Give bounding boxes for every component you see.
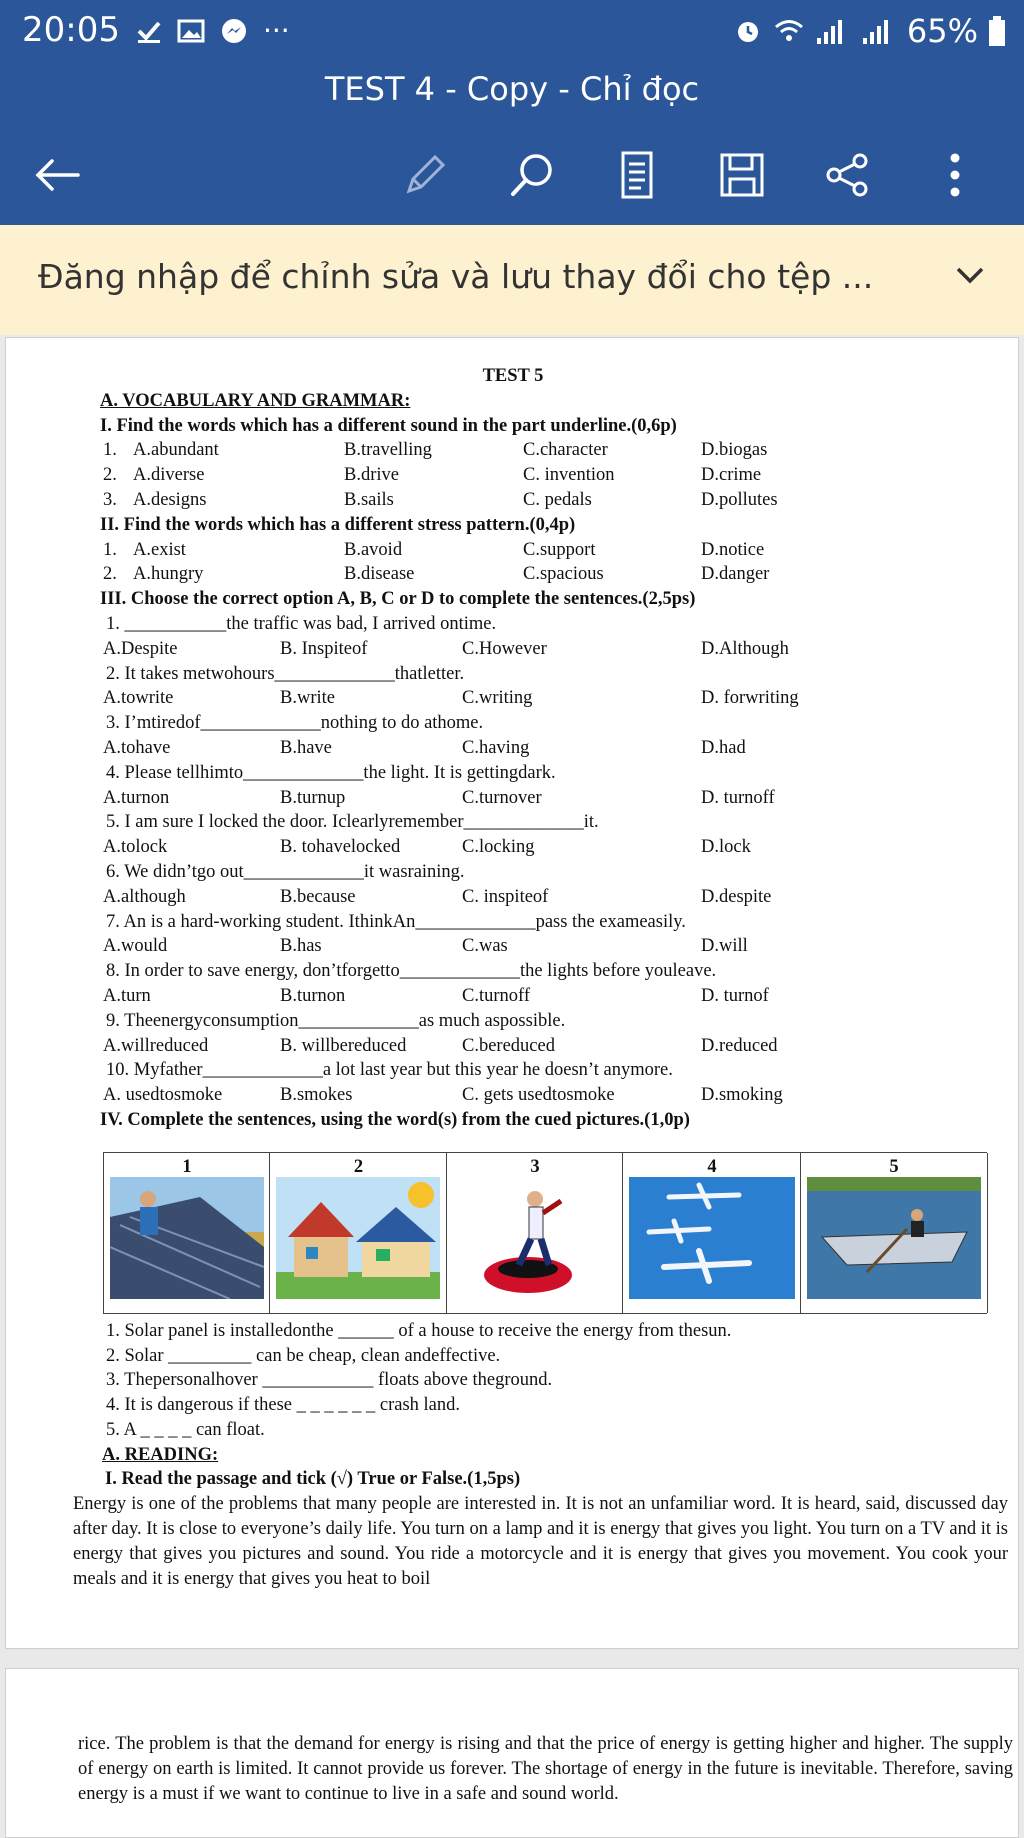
back-button[interactable] xyxy=(22,140,92,210)
answer-options xyxy=(6,686,1020,711)
reading-section-heading: A. READING: xyxy=(102,1444,219,1465)
question-text: 1. ___________the traffic was bad, I arrived ontime. xyxy=(106,613,497,634)
more-options-button[interactable] xyxy=(920,140,990,210)
answer-options-cell: B.because xyxy=(280,886,356,907)
answer-options-cell: C.bereduced xyxy=(462,1035,555,1056)
more-vertical-icon xyxy=(945,150,965,200)
answer-options-cell: D. turnof xyxy=(701,985,769,1006)
battery-percent: 65% xyxy=(906,12,978,50)
reading-passage-part-1: Energy is one of the problems that many people are interested in. It is not an unfamiliar word. It is heard, said, discussed day after day. It is close to everyone’s daily life. You turn on a lamp and it is energy that gives you light. You turn on a TV and it is energy that gives you pictures and sound. You ride a motorcycle and it is energy that gives you movement. You cook your meals and it is energy that gives you heat to boil xyxy=(73,1494,1008,1589)
document-page-2 xyxy=(5,1668,1019,1838)
part-ii-row-cell: 2. xyxy=(103,564,117,585)
chevron-down-icon[interactable] xyxy=(954,263,986,287)
gallery-icon xyxy=(177,17,205,45)
part-i-row-cell: B.drive xyxy=(344,465,399,486)
airplanes-image xyxy=(629,1177,795,1299)
answer-options xyxy=(6,637,1020,662)
cue-sentence: 4. It is dangerous if these _ _ _ _ _ _ crash land. xyxy=(106,1395,460,1416)
answer-options-cell: D. turnoff xyxy=(701,787,775,808)
save-icon xyxy=(718,151,766,199)
picture-cell-1: 1 xyxy=(103,1153,270,1313)
cue-sentence: 2. Solar _________ can be cheap, clean andeffective. xyxy=(106,1345,501,1366)
app-header xyxy=(0,60,1024,225)
answer-options-cell: B. willbereduced xyxy=(280,1035,407,1056)
part-i-row-cell: D.crime xyxy=(701,465,762,486)
picture-cell-2: 2 xyxy=(269,1153,447,1313)
part-ii-row-cell: C.support xyxy=(523,539,596,560)
more-notifications: ··· xyxy=(263,14,290,47)
answer-options-cell: B. tohavelocked xyxy=(280,837,401,858)
part-i-heading: I. Find the words which has a different sound in the part underline.(0,6p) xyxy=(100,415,677,436)
part-i-row-cell: C. pedals xyxy=(523,489,592,510)
part-ii-row-cell: B.avoid xyxy=(344,539,403,560)
solar-house-image xyxy=(276,1177,440,1299)
answer-options-cell: D. forwriting xyxy=(701,688,799,709)
question-text: 10. Myfather_____________a lot last year but this year he doesn’t anymore. xyxy=(106,1060,673,1081)
answer-options-cell: C. gets usedtosmoke xyxy=(462,1085,615,1106)
part-i-row-cell: 1. xyxy=(103,440,117,461)
answer-options-cell: B. Inspiteof xyxy=(280,638,368,659)
answer-options-cell: A.tohave xyxy=(103,737,171,758)
section-a-heading: A. VOCABULARY AND GRAMMAR: xyxy=(100,390,411,411)
answer-options-cell: A.turnon xyxy=(103,787,170,808)
part-ii-row xyxy=(6,538,1020,563)
part-i-row-cell: 2. xyxy=(103,465,117,486)
answer-options xyxy=(6,984,1020,1009)
edit-button[interactable] xyxy=(390,140,460,210)
picture-cell-4: 4 xyxy=(622,1153,801,1313)
back-arrow-icon xyxy=(32,155,82,195)
answer-options-cell: C.having xyxy=(462,737,530,758)
answer-options-cell: C. inspiteof xyxy=(462,886,549,907)
answer-options-cell: B.turnon xyxy=(280,985,346,1006)
search-button[interactable] xyxy=(497,140,567,210)
question-text: 8. In order to save energy, don’tforgetto_____________the lights before youleave. xyxy=(106,961,717,982)
answer-options-cell: C.turnoff xyxy=(462,985,531,1006)
cue-sentence: 3. Thepersonalhover ____________ floats above theground. xyxy=(106,1370,553,1391)
question-text: 2. It takes metwohours_____________thatletter. xyxy=(106,663,465,684)
part-i-row-cell: 3. xyxy=(103,489,117,510)
part-ii-row-cell: A.exist xyxy=(133,539,186,560)
reading-i-heading: I. Read the passage and tick (√) True or False.(1,5ps) xyxy=(105,1469,521,1490)
answer-options xyxy=(6,1083,1020,1108)
cue-sentence: 5. A _ _ _ _ can float. xyxy=(106,1419,265,1440)
personal-hover-image xyxy=(453,1177,617,1299)
signal-icon-2 xyxy=(861,16,897,46)
reading-view-icon xyxy=(617,150,657,200)
cue-sentence: 1. Solar panel is installedonthe ______ of a house to receive the energy from thesun. xyxy=(106,1320,732,1341)
document-page-1 xyxy=(5,337,1019,1649)
sign-in-banner[interactable] xyxy=(0,225,1024,335)
search-icon xyxy=(507,150,557,200)
reading-view-button[interactable] xyxy=(602,140,672,210)
share-button[interactable] xyxy=(813,140,883,210)
status-bar xyxy=(0,0,1024,60)
part-iii-questions xyxy=(6,612,1020,1108)
document-title: TEST 4 - Copy - Chỉ đọc xyxy=(324,70,700,108)
alarm-icon xyxy=(733,16,763,46)
part-iv-sentences xyxy=(6,1319,1020,1443)
answer-options-cell: A.willreduced xyxy=(103,1035,209,1056)
answer-options-cell: B.has xyxy=(280,936,322,957)
answer-options-cell: B.write xyxy=(280,688,335,709)
part-ii-rows xyxy=(6,538,1020,588)
answer-options xyxy=(6,885,1020,910)
answer-options-cell: C.was xyxy=(462,936,508,957)
answer-options-cell: D.lock xyxy=(701,837,751,858)
part-i-rows xyxy=(6,438,1020,512)
question-text: 4. Please tellhimto_____________the light. It is gettingdark. xyxy=(106,762,556,783)
part-ii-row-cell: A.hungry xyxy=(133,564,204,585)
question-text: 3. I’mtiredof_____________nothing to do athome. xyxy=(106,713,484,734)
picture-cell-5: 5 xyxy=(800,1153,988,1313)
part-i-row-cell: C. invention xyxy=(523,465,615,486)
download-check-icon xyxy=(135,17,163,45)
toolbar xyxy=(0,140,1024,210)
answer-options-cell: A.would xyxy=(103,936,168,957)
answer-options-cell: B.turnup xyxy=(280,787,346,808)
answer-options-cell: A. usedtosmoke xyxy=(103,1085,223,1106)
part-i-row xyxy=(6,488,1020,513)
part-i-row-cell: A.abundant xyxy=(133,440,219,461)
answer-options-cell: D.despite xyxy=(701,886,772,907)
cued-pictures xyxy=(103,1152,987,1314)
part-ii-heading: II. Find the words which has a different stress pattern.(0,4p) xyxy=(100,514,576,535)
question-text: 6. We didn’tgo out_____________it wasraining. xyxy=(106,861,465,882)
battery-icon xyxy=(988,15,1006,47)
part-ii-row-cell: D.danger xyxy=(701,564,770,585)
status-time: 20:05 xyxy=(22,10,120,50)
picture-cell-3: 3 xyxy=(446,1153,623,1313)
answer-options-cell: D.reduced xyxy=(701,1035,778,1056)
answer-options-cell: D.had xyxy=(701,737,746,758)
question-text: 7. An is a hard-working student. IthinkAn_____________pass the exameasily. xyxy=(106,911,686,932)
rowing-boat-image xyxy=(807,1177,981,1299)
wifi-icon xyxy=(773,16,805,46)
part-i-row-cell: A.diverse xyxy=(133,465,205,486)
part-ii-row-cell: C.spacious xyxy=(523,564,604,585)
signal-icon xyxy=(815,16,851,46)
part-i-row-cell: D.pollutes xyxy=(701,489,778,510)
answer-options xyxy=(6,736,1020,761)
answer-options-cell: D.smoking xyxy=(701,1085,783,1106)
answer-options xyxy=(6,1034,1020,1059)
part-i-row xyxy=(6,463,1020,488)
answer-options xyxy=(6,934,1020,959)
answer-options-cell: C.turnover xyxy=(462,787,542,808)
doc-title: TEST 5 xyxy=(482,366,544,386)
part-iv-heading: IV. Complete the sentences, using the word(s) from the cued pictures.(1,0p) xyxy=(100,1109,690,1130)
answer-options xyxy=(6,835,1020,860)
part-ii-row-cell: D.notice xyxy=(701,539,765,560)
save-button[interactable] xyxy=(707,140,777,210)
answer-options-cell: A.towrite xyxy=(103,688,174,709)
solar-panel-roof-image xyxy=(110,1177,264,1299)
answer-options-cell: B.smokes xyxy=(280,1085,353,1106)
answer-options xyxy=(6,786,1020,811)
answer-options-cell: A.although xyxy=(103,886,186,907)
part-i-row xyxy=(6,438,1020,463)
answer-options-cell: A.tolock xyxy=(103,837,168,858)
question-text: 5. I am sure I locked the door. Iclearlyremember_____________it. xyxy=(106,812,599,833)
question-text: 9. Theenergyconsumption_____________as much aspossible. xyxy=(106,1010,566,1031)
answer-options-cell: A.Despite xyxy=(103,638,178,659)
share-icon xyxy=(824,151,872,199)
part-i-row-cell: B.sails xyxy=(344,489,394,510)
answer-options-cell: D.will xyxy=(701,936,748,957)
reading-passage-part-2: rice. The problem is that the demand for energy is rising and that the price of energy is getting higher and higher. The supply of energy on earth is limited. It cannot provide us forever. The shortage of energy in the future is inevitable. Therefore, saving energy is a must if we want to continue to live in a safe and sound world. xyxy=(78,1734,1013,1804)
part-ii-row-cell: B.disease xyxy=(344,564,415,585)
part-i-row-cell: B.travelling xyxy=(344,440,432,461)
sign-in-message: Đăng nhập để chỉnh sửa và lưu thay đổi cho tệp ... xyxy=(38,257,874,296)
answer-options-cell: C.locking xyxy=(462,837,535,858)
part-i-row-cell: C.character xyxy=(523,440,608,461)
answer-options-cell: D.Although xyxy=(701,638,789,659)
part-ii-row-cell: 1. xyxy=(103,539,117,560)
answer-options-cell: A.turn xyxy=(103,985,151,1006)
answer-options-cell: B.have xyxy=(280,737,332,758)
part-iii-heading: III. Choose the correct option A, B, C or D to complete the sentences.(2,5ps) xyxy=(100,589,696,610)
part-ii-row xyxy=(6,562,1020,587)
pencil-icon xyxy=(401,151,449,199)
part-i-row-cell: A.designs xyxy=(133,489,207,510)
part-i-row-cell: D.biogas xyxy=(701,440,768,461)
answer-options-cell: C.However xyxy=(462,638,547,659)
answer-options-cell: C.writing xyxy=(462,688,533,709)
messenger-icon xyxy=(219,16,249,46)
